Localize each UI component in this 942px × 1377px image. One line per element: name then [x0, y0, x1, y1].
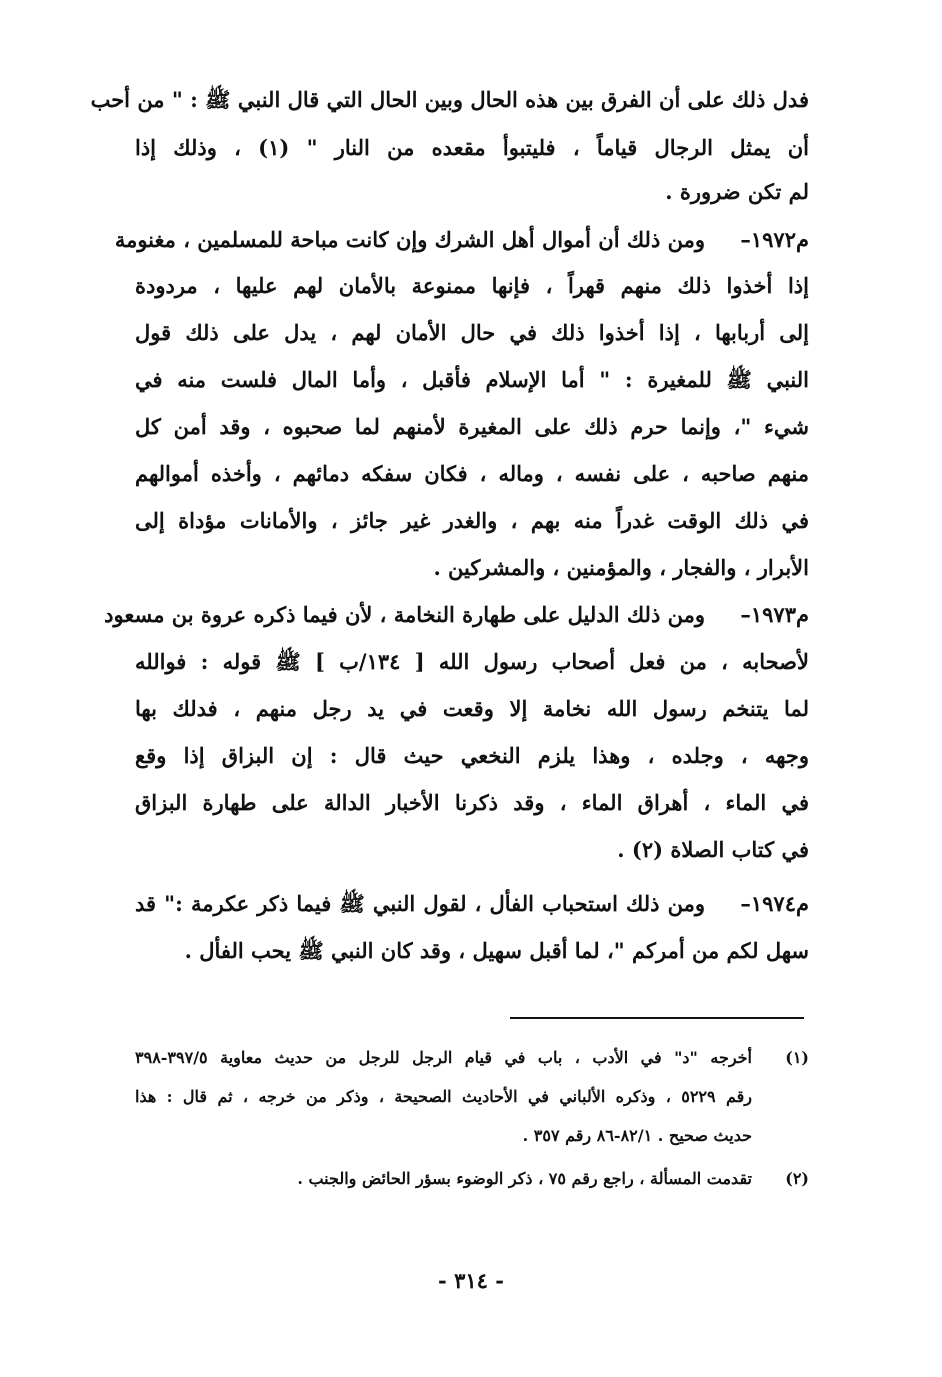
- text-line: ومن ذلك استحباب الفأل ، لقول النبي ﷺ فيما ذكر عكرمة :" قد: [135, 891, 705, 916]
- text-line: شيء "، وإنما حرم ذلك على المغيرة لأمنهم لما صحبوه ، وقد أمن كل: [135, 414, 809, 439]
- footnote-line: أخرجه "د" في الأدب ، باب في قيام الرجل للرجل من حديث معاوية ٣٩٧/٥-٣٩٨: [135, 1048, 753, 1067]
- text-line: النبي ﷺ للمغيرة : " أما الإسلام فأقبل ، وأما المال فلست منه في: [135, 367, 809, 392]
- text-line: ومن ذلك أن أموال أهل الشرك وإن كانت مباحة للمسلمين ، مغنومة: [114, 227, 705, 252]
- text-line: منهم صاحبه ، على نفسه ، وماله ، فكان سفكه دمائهم ، وأخذه أموالهم: [135, 461, 809, 486]
- footnote-separator: [510, 1017, 804, 1019]
- paragraph-number: م١٩٧٢–: [740, 227, 809, 252]
- text-line: لما يتنخم رسول الله نخامة إلا وقعت في يد رجل منهم ، فدلك بها: [135, 696, 809, 721]
- footnote-line: تقدمت المسألة ، راجع رقم ٧٥ ، ذكر الوضوء بسؤر الحائض والجنب .: [297, 1169, 752, 1188]
- paragraph-number: م١٩٧٣–: [740, 602, 809, 627]
- text-line: في كتاب الصلاة (٢) .: [617, 837, 809, 862]
- text-line: إلى أربابها ، إذا أخذوا ذلك في حال الأمان لهم ، يدل على ذلك قول: [135, 320, 809, 345]
- page-number: - ٣١٤ -: [438, 1268, 504, 1293]
- footnote-line: رقم ٥٢٢٩ ، وذكره الألباني في الأحاديث الصحيحة ، وذكر من خرجه ، ثم قال : هذا: [135, 1087, 753, 1106]
- footnote-marker: (٢): [785, 1169, 809, 1188]
- text-line: لم تكن ضرورة .: [665, 179, 809, 204]
- footnote-marker: (١): [785, 1048, 809, 1067]
- text-line: سهل لكم من أمركم "، لما أقبل سهيل ، وقد كان النبي ﷺ يحب الفأل .: [184, 938, 809, 963]
- text-line: في ذلك الوقت غدراً منه بهم ، والغدر غير جائز ، والأمانات مؤداة إلى: [135, 508, 809, 533]
- text-line: أن يمثل الرجال قياماً ، فليتبوأ مقعده من النار " (١) ، وذلك إذا: [135, 135, 809, 160]
- text-line: لأصحابه ، من فعل أصحاب رسول الله [ ١٣٤/ب ] ﷺ قوله : فوالله: [135, 649, 809, 674]
- text-line: إذا أخذوا ذلك منهم قهراً ، فإنها ممنوعة بالأمان لهم عليها ، مردودة: [135, 273, 809, 298]
- paragraph-number: م١٩٧٤–: [740, 891, 809, 916]
- text-line: في الماء ، أهراق الماء ، وقد ذكرنا الأخبار الدالة على طهارة البزاق: [135, 790, 809, 815]
- text-line: ومن ذلك الدليل على طهارة النخامة ، لأن فيما ذكره عروة بن مسعود: [104, 602, 705, 627]
- text-line: الأبرار ، والفجار ، والمؤمنين ، والمشركين .: [433, 555, 809, 580]
- text-line: فدل ذلك على أن الفرق بين هذه الحال وبين الحال التي قال النبي ﷺ : " من أحب: [90, 87, 809, 112]
- text-line: وجهه ، وجلده ، وهذا يلزم النخعي حيث قال : إن البزاق إذا وقع: [135, 743, 809, 768]
- footnote-line: حديث صحيح . ٨٢/١-٨٦ رقم ٣٥٧ .: [522, 1126, 752, 1145]
